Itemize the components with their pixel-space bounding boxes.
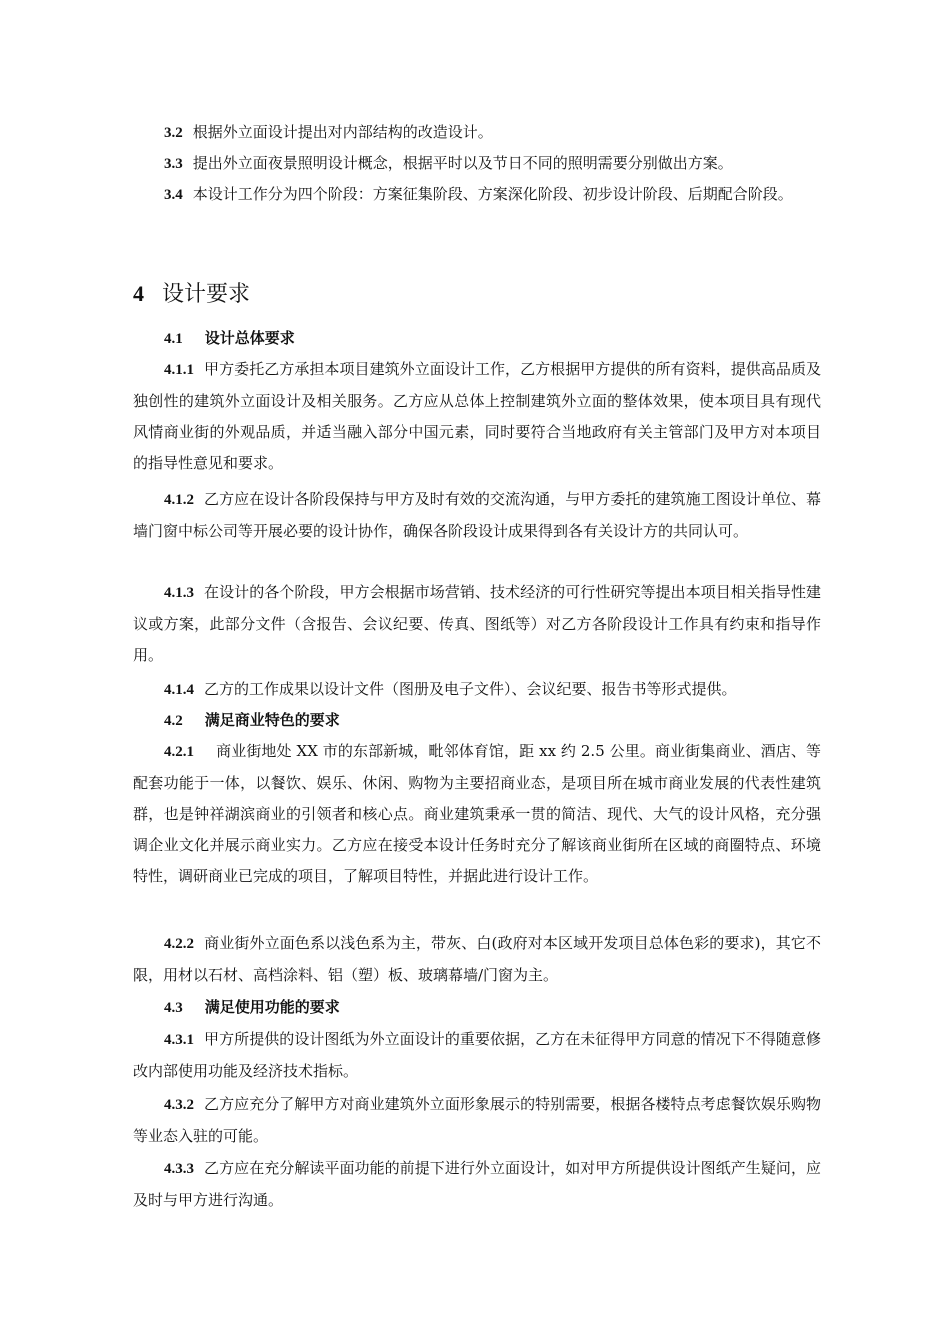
section-heading-4-2 bbox=[164, 705, 340, 737]
section-number: 4.1.2 bbox=[164, 492, 194, 508]
section-number: 3.3 bbox=[164, 156, 183, 172]
paragraph-4-2-2 bbox=[133, 928, 821, 991]
paragraph-text: 商业街地处 XX 市的东部新城，毗邻体育馆，距 xx 约 2.5 公里。商业街集商业、酒店、等配套功能于一体，以餐饮、娱乐、休闲、购物为主要招商业态，是项目所在城市商业发展的代表性建筑群，也是钟祥湖滨商业的引领者和核心点。商业建筑秉承一贯的简洁、现代、大气的设计风格，充分强调企业文化并展示商业实力。乙方应在接受本设计任务时充分了解该商业街所在区域的商圈特点、环境特性，调研商业已完成的项目，了解项目特性，并据此进行设计工作。 bbox=[133, 742, 821, 885]
section-number: 4.1.4 bbox=[164, 682, 194, 698]
paragraph-text: 甲方所提供的设计图纸为外立面设计的重要依据，乙方在未征得甲方同意的情况下不得随意修改内部使用功能及经济技术指标。 bbox=[133, 1030, 821, 1080]
chapter-title: 设计要求 bbox=[162, 282, 251, 307]
paragraph-3-4 bbox=[133, 179, 821, 211]
section-number: 4.3.2 bbox=[164, 1097, 194, 1113]
section-number: 4.2.1 bbox=[164, 744, 194, 760]
section-number: 4.2.2 bbox=[164, 936, 194, 952]
paragraph-text: 提出外立面夜景照明设计概念，根据平时以及节日不同的照明需要分别做出方案。 bbox=[192, 154, 733, 172]
section-number: 4.1.3 bbox=[164, 585, 194, 601]
section-number: 4.1.1 bbox=[164, 362, 194, 378]
section-number: 4.1 bbox=[164, 331, 183, 347]
section-number: 4.3.1 bbox=[164, 1032, 194, 1048]
paragraph-3-3 bbox=[133, 148, 821, 180]
section-title: 设计总体要求 bbox=[204, 329, 295, 347]
chapter-number: 4 bbox=[133, 281, 144, 306]
paragraph-text: 商业街外立面色系以浅色系为主，带灰、白(政府对本区域开发项目总体色彩的要求)，其它不限，用材以石材、高档涂料、铝（塑）板、玻璃幕墙/门窗为主。 bbox=[133, 934, 821, 984]
paragraph-text: 乙方应在设计各阶段保持与甲方及时有效的交流沟通，与甲方委托的建筑施工图设计单位、幕墙门窗中标公司等开展必要的设计协作，确保各阶段设计成果得到各有关设计方的共同认可。 bbox=[133, 490, 821, 540]
section-title: 满足商业特色的要求 bbox=[204, 711, 340, 729]
chapter-heading-4 bbox=[133, 278, 250, 311]
section-number: 3.4 bbox=[164, 187, 183, 203]
paragraph-4-3-3 bbox=[133, 1153, 821, 1216]
paragraph-4-3-1 bbox=[133, 1024, 821, 1087]
paragraph-4-1-4 bbox=[133, 674, 821, 706]
paragraph-text: 根据外立面设计提出对内部结构的改造设计。 bbox=[192, 123, 493, 141]
section-title: 满足使用功能的要求 bbox=[204, 998, 340, 1016]
section-number: 4.3 bbox=[164, 1000, 183, 1016]
paragraph-4-2-1 bbox=[133, 736, 821, 892]
paragraph-text: 乙方应充分了解甲方对商业建筑外立面形象展示的特别需要，根据各楼特点考虑餐饮娱乐购物等业态入驻的可能。 bbox=[133, 1095, 821, 1145]
paragraph-4-1-2 bbox=[133, 484, 821, 547]
paragraph-text: 本设计工作分为四个阶段：方案征集阶段、方案深化阶段、初步设计阶段、后期配合阶段。 bbox=[192, 185, 793, 203]
section-heading-4-1 bbox=[164, 323, 295, 355]
paragraph-3-2 bbox=[133, 117, 821, 149]
section-number: 4.3.3 bbox=[164, 1161, 194, 1177]
paragraph-4-3-2 bbox=[133, 1089, 821, 1152]
paragraph-text: 乙方应在充分解读平面功能的前提下进行外立面设计，如对甲方所提供设计图纸产生疑问，应及时与甲方进行沟通。 bbox=[133, 1159, 821, 1209]
paragraph-text: 在设计的各个阶段，甲方会根据市场营销、技术经济的可行性研究等提出本项目相关指导性建议或方案，此部分文件（含报告、会议纪要、传真、图纸等）对乙方各阶段设计工作具有约束和指导作用。 bbox=[133, 583, 821, 664]
section-heading-4-3 bbox=[164, 992, 340, 1024]
paragraph-text: 乙方的工作成果以设计文件（图册及电子文件）、会议纪要、报告书等形式提供。 bbox=[204, 680, 737, 698]
paragraph-4-1-1 bbox=[133, 354, 821, 479]
paragraph-4-1-3 bbox=[133, 577, 821, 671]
section-number: 3.2 bbox=[164, 125, 183, 141]
section-number: 4.2 bbox=[164, 713, 183, 729]
paragraph-text: 甲方委托乙方承担本项目建筑外立面设计工作，乙方根据甲方提供的所有资料，提供高品质及独创性的建筑外立面设计及相关服务。乙方应从总体上控制建筑外立面的整体效果，使本项目具有现代风情商业街的外观品质，并适当融入部分中国元素，同时要符合当地政府有关主管部门及甲方对本项目的指导性意见和要求。 bbox=[133, 360, 821, 472]
